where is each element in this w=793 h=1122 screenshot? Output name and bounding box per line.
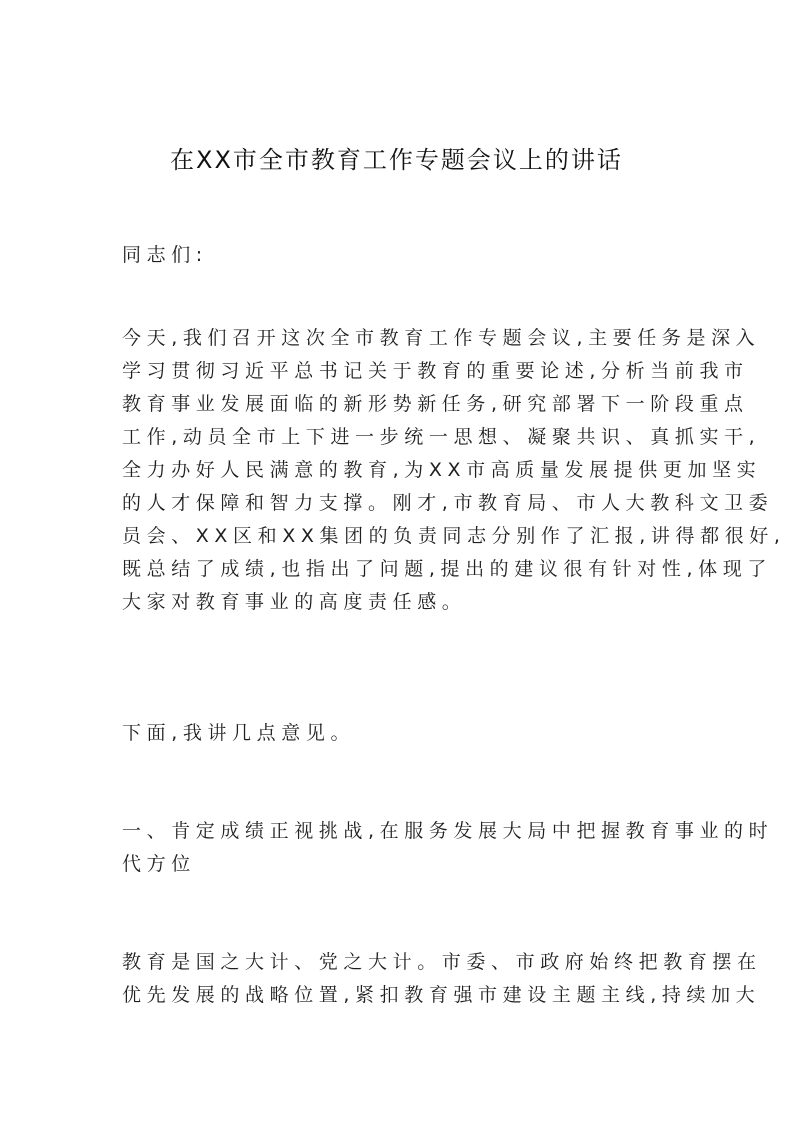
document-title: 在XX市全市教育工作专题会议上的讲话 (170, 146, 623, 175)
paragraph-line: 全力办好人民满意的教育,为XX市高质量发展提供更加坚实 (122, 459, 762, 481)
paragraph-line: 大家对教育事业的高度责任感。 (122, 591, 467, 613)
paragraph-line: 教育是国之大计、党之大计。市委、市政府始终把教育摆在 (122, 951, 762, 973)
heading-line: 代方位 (122, 853, 196, 875)
paragraph-line: 的人才保障和智力支撑。刚才,市教育局、市人大教科文卫委 (122, 492, 774, 514)
heading-line: 一、肯定成绩正视挑战,在服务发展大局中把握教育事业的时 (122, 820, 774, 842)
paragraph-line: 下面,我讲几点意见。 (122, 722, 356, 744)
paragraph-line: 员会、XX区和XX集团的负责同志分别作了汇报,讲得都很好, (122, 525, 786, 547)
paragraph-transition (122, 717, 674, 750)
paragraph-line: 既总结了成绩,也指出了问题,提出的建议很有针对性,体现了 (122, 558, 772, 580)
paragraph-line: 优先发展的战略位置,紧扣教育强市建设主题主线,持续加大 (122, 984, 761, 1006)
paragraph-intro (122, 322, 786, 619)
paragraph-line: 今天,我们召开这次全市教育工作专题会议,主要任务是深入 (122, 327, 761, 349)
paragraph-line: 工作,动员全市上下进一步统一思想、凝聚共识、真抓实干, (122, 426, 761, 448)
paragraph-line: 教育事业发展面临的新形势新任务,研究部署下一阶段重点 (122, 393, 749, 415)
paragraph-line: 学习贯彻习近平总书记关于教育的重要论述,分析当前我市 (122, 360, 749, 382)
salutation: 同志们: (122, 244, 208, 266)
paragraph-section-1 (122, 946, 762, 1012)
section-heading-1 (122, 815, 774, 881)
